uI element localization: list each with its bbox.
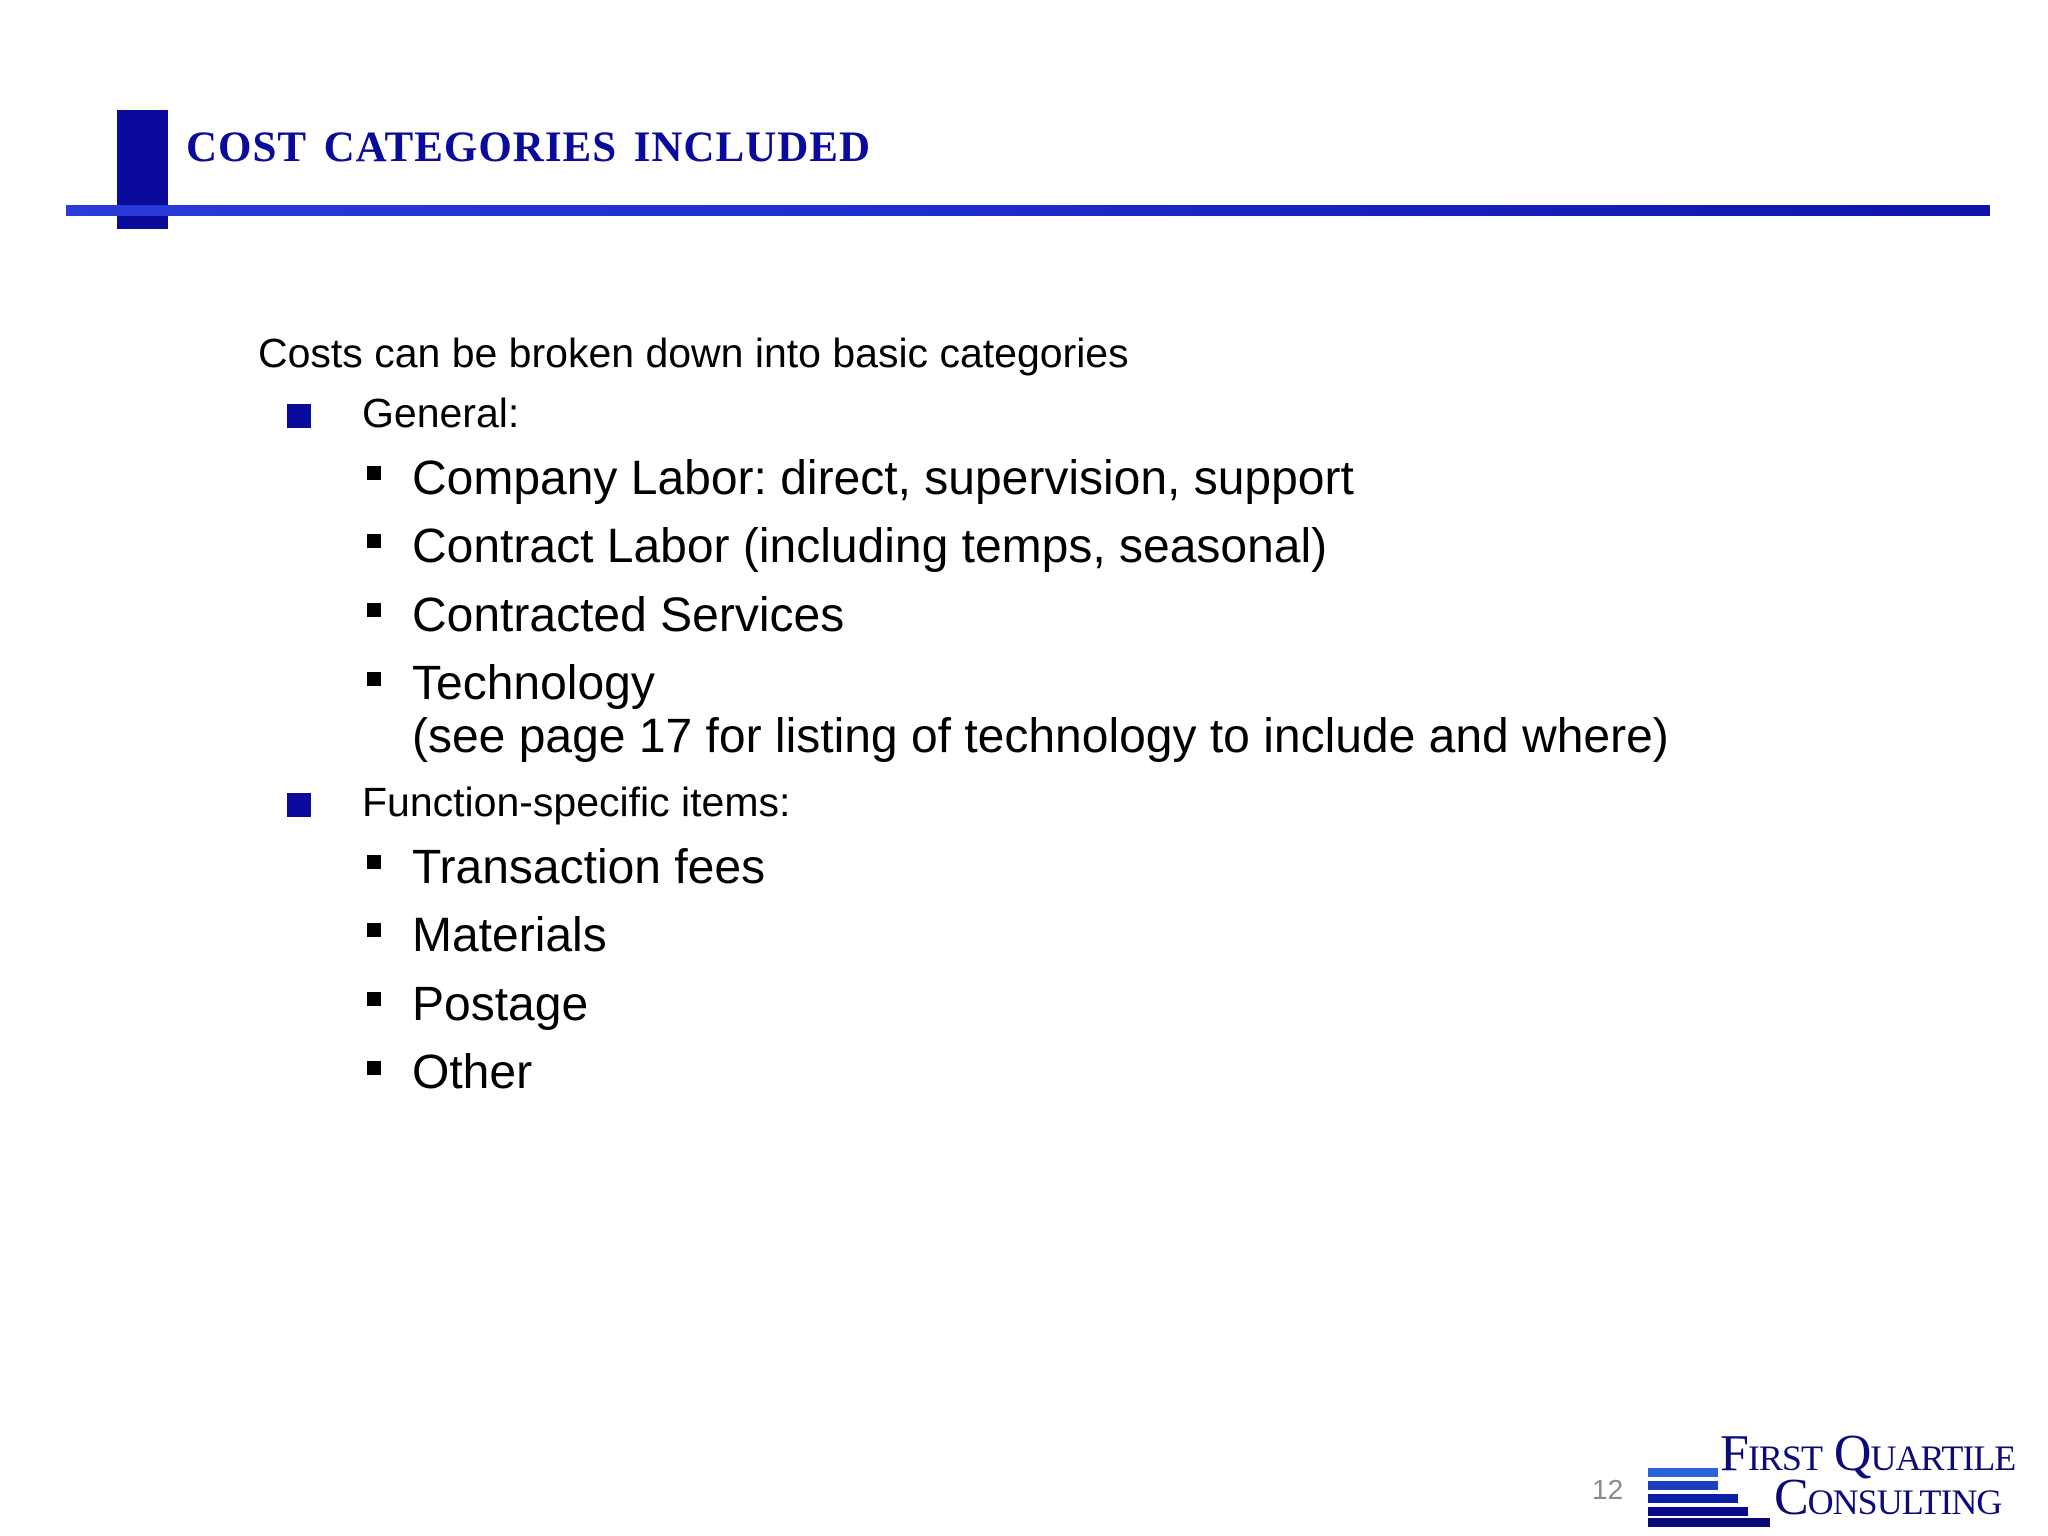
bullet-icon (367, 672, 381, 686)
bullet-icon (367, 466, 381, 480)
list-item: Postage (412, 978, 589, 1031)
bullet-icon (367, 603, 381, 617)
bullet-icon (367, 992, 381, 1006)
list-item: Technology (412, 657, 655, 710)
logo-text-line1: First Quartile (1720, 1425, 2016, 1482)
intro-text: Costs can be broken down into basic categories (258, 330, 1129, 376)
bullet-icon (367, 855, 381, 869)
section-label-function-specific: Function-specific items: (362, 779, 791, 825)
title-rule (66, 205, 1990, 216)
bullet-icon (367, 534, 381, 548)
slide-title: cost categories included (186, 107, 872, 175)
list-item: Transaction fees (412, 841, 766, 894)
square-bullet-icon (287, 793, 311, 817)
logo-text-line2: Consulting (1774, 1469, 2002, 1526)
section-label-general: General: (362, 390, 520, 436)
bullet-icon (367, 923, 381, 937)
list-item-note: (see page 17 for listing of technology to include and where) (412, 710, 1669, 763)
list-item: Other (412, 1046, 533, 1099)
square-bullet-icon (287, 404, 311, 428)
page-number: 12 (1592, 1474, 1624, 1505)
company-logo (1648, 1425, 2048, 1528)
list-item: Materials (412, 909, 607, 962)
list-item: Company Labor: direct, supervision, support (412, 452, 1354, 505)
bullet-icon (367, 1061, 381, 1075)
list-item: Contracted Services (412, 589, 845, 642)
list-item: Contract Labor (including temps, seasonal) (412, 520, 1328, 573)
